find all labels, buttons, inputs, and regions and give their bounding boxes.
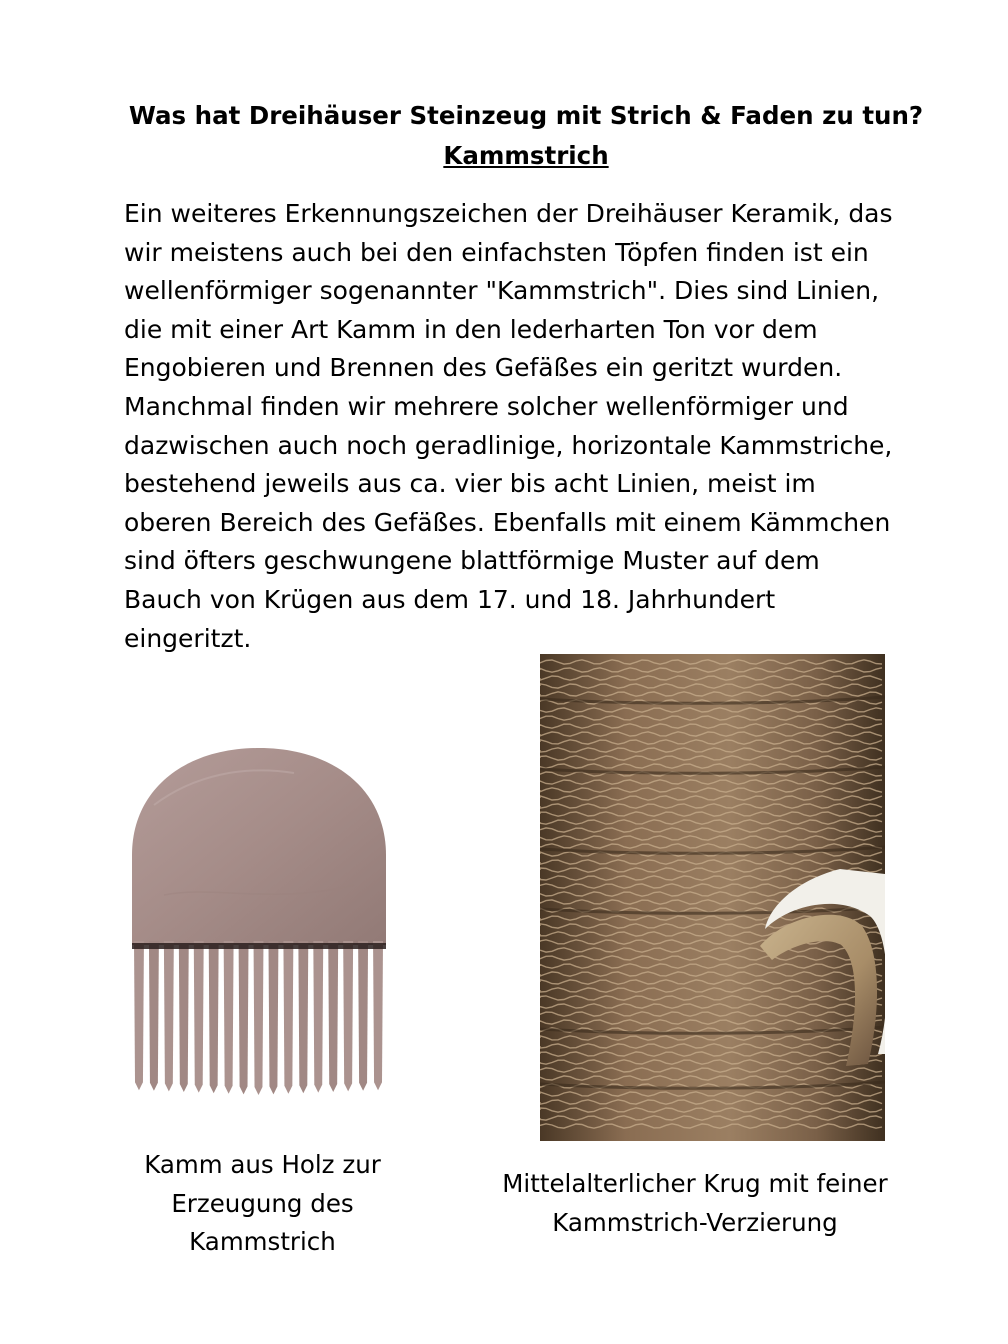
title-main: Was hat Dreihäuser Steinzeug mit Strich & Faden zu tun? <box>128 101 924 130</box>
body-line: eingeritzt. <box>124 623 252 653</box>
body-line: wir meistens auch bei den einfachsten Töpfen finden ist ein <box>124 237 869 267</box>
body-paragraph <box>124 195 924 658</box>
jug-caption <box>460 1165 930 1242</box>
stoneware-jug-image <box>540 654 885 1141</box>
caption-line: Kammstrich-Verzierung <box>552 1207 838 1237</box>
body-line: Engobieren und Brennen des Gefäßes ein geritzt wurden. <box>124 353 843 383</box>
body-line: oberen Bereich des Gefäßes. Ebenfalls mit einem Kämmchen <box>124 507 891 537</box>
caption-line: Erzeugung des <box>171 1188 354 1218</box>
page-title <box>120 96 932 176</box>
body-line: sind öfters geschwungene blattförmige Muster auf dem <box>124 546 820 576</box>
caption-line: Kamm aus Holz zur <box>144 1150 381 1179</box>
body-line: Manchmal finden wir mehrere solcher wellenförmiger und <box>124 391 849 421</box>
title-subheading: Kammstrich <box>443 141 609 170</box>
body-line: die mit einer Art Kamm in den lederharten Ton vor dem <box>124 314 818 344</box>
caption-line: Mittelalterlicher Krug mit feiner <box>502 1169 888 1198</box>
body-line: wellenförmiger sogenannter "Kammstrich". Dies sind Linien, <box>124 276 880 306</box>
body-line: dazwischen auch noch geradlinige, horizontale Kammstriche, <box>124 430 893 460</box>
body-line: Ein weiteres Erkennungszeichen der Dreihäuser Keramik, das <box>124 199 893 228</box>
caption-line: Kammstrich <box>189 1227 336 1256</box>
wooden-comb-image <box>124 745 394 1105</box>
body-line: Bauch von Krügen aus dem 17. und 18. Jahrhundert <box>124 584 776 614</box>
comb-caption <box>120 1146 405 1262</box>
body-line: bestehend jeweils aus ca. vier bis acht Linien, meist im <box>124 469 816 499</box>
